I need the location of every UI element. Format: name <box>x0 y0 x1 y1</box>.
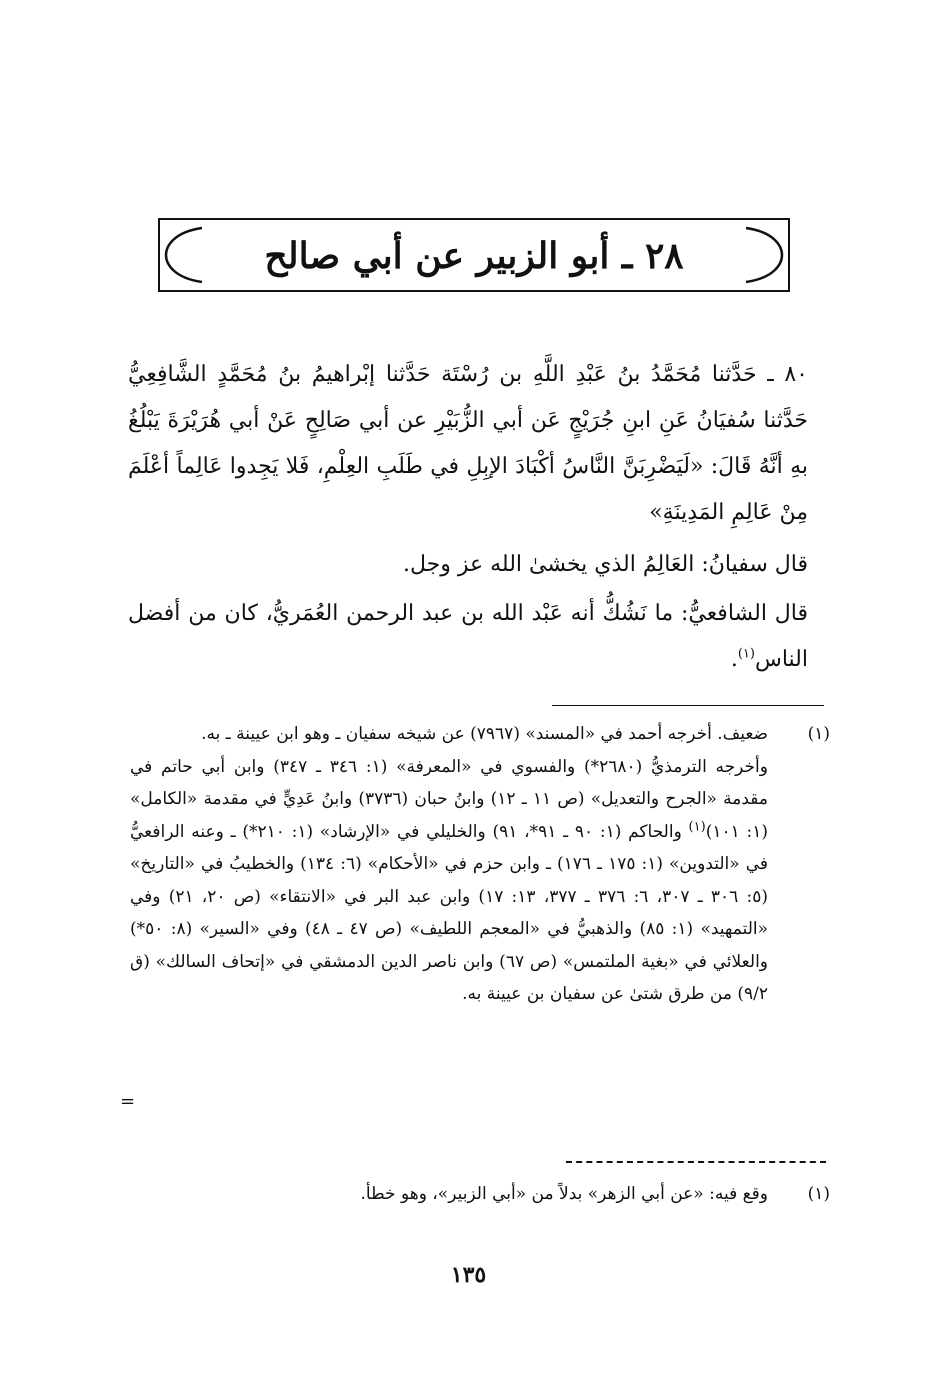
shafii-quote-end: . <box>730 647 738 672</box>
footnote-1-line-1: ضعيف. أخرجه أحمد في «المسند» (٧٩٦٧) عن شيخه سفيان ـ وهو ابن عيينة ـ به. <box>201 724 768 744</box>
shafii-quote-paragraph <box>128 591 808 683</box>
footnote-2-number: (١) <box>807 1184 830 1204</box>
footnote-2 <box>130 1178 830 1211</box>
footnote-1-continuation: والحاكم (١: ٩٠ ـ ٩١*، ٩١) والخليلي في «الإرشاد» (١: ٢١٠*) ـ وعنه الرافعيُّ في «التدوين» (١: ١٧٥ ـ ١٧٦) ـ وابن حزم في «الأحكام» (٦: ١٣٤) والخطيبُ في «التاريخ» (٥: ٣٠٦ ـ ٣٠٧، ٦: ٣٧٦ ـ ٣٧٧، ١٣: ١٧) وابن عبد البر في «الانتقاء» (ص ٢٠، ٢١) وفي «التمهيد» (١: ٨٥) والذهبيُّ في «المعجم اللطيف» (ص ٤٧ ـ ٤٨) وفي «السير» (٨: ٥٠*) والعلائي في «بغية الملتمس» (ص ٦٧) وابن ناصر الدين الدمشقي في «إتحاف السالك» (ق ٩/٢) من طرق شتىٰ عن سفيان بن عيينة به. <box>130 821 769 1004</box>
footnote-2-body <box>130 1178 768 1211</box>
page-number: ١٣٥ <box>450 1262 487 1288</box>
footnote-1 <box>130 718 830 1011</box>
sufyan-quote-text: قال سفيانُ: العَالِمُ الذي يخشىٰ الله عز وجل. <box>402 552 808 577</box>
footnote-1-number: (١) <box>807 724 830 744</box>
left-bracket-ornament <box>164 226 204 284</box>
shafii-quote <box>128 591 808 683</box>
right-bracket-ornament <box>744 226 784 284</box>
continuation-mark: = <box>120 1091 136 1112</box>
footnote-separator <box>552 705 824 706</box>
footnote-1-line-2 <box>130 751 768 1011</box>
footnote-inner-ref: (١) <box>688 818 706 834</box>
footnote-1-text: وأخرجه الترمذيُّ (٢٦٨٠*) والفسوي في «المعرفة» (١: ٣٤٦ ـ ٣٤٧) وابن أبي حاتم في مقدمة «الجرح والتعديل» (ص ١١ ـ ١٢) وابنُ حبان (٣٧٣٦) وابنُ عَدِيٍّ في مقدمة «الكامل» (١: ١٠١) <box>130 756 769 842</box>
shafii-quote-text: قال الشافعيُّ: ما نَشُكُّ أنه عَبْد الله بن عبد الرحمن العُمَريُّ، كان من أفضل الناس <box>128 601 808 672</box>
footnote-ref: (١) <box>737 646 755 662</box>
chapter-title-box <box>158 218 790 292</box>
sufyan-quote <box>128 542 808 588</box>
footnote-dashed-separator <box>566 1161 826 1163</box>
hadith-text: ٨٠ ـ حَدَّثنا مُحَمَّدُ بنُ عَبْدِ اللَّهِ بن رُسْتَة حَدَّثنا إبْراهيمُ بنُ مُحَمَّدٍ الشَّافِعِيُّ حَدَّثنا سُفيَانُ عَنِ ابنِ جُرَيْجٍ عَن أبي الزُّبَيْرِ عن أبي صَالِحٍ عَنْ أبي هُرَيْرَةَ يَبْلُغُ بهِ أنَّهُ قَالَ: «لَيَضْرِبَنَّ النَّاسُ أكْبَادَ الإبِلِ في طَلَبِ العِلْمِ، فَلا يَجِدوا عَالِماً أعْلَمَ مِنْ عَالِمِ المَدِينَةِ» <box>128 362 808 525</box>
footnote-2-text: وقع فيه: «عن أبي الزهر» بدلاً من «أبي الزبير»، وهو خطأ. <box>360 1184 768 1204</box>
chapter-title: ٢٨ ـ أبو الزبير عن أبي صالح <box>264 235 684 277</box>
hadith-paragraph <box>128 352 808 536</box>
footnote-1-body <box>130 718 768 1011</box>
